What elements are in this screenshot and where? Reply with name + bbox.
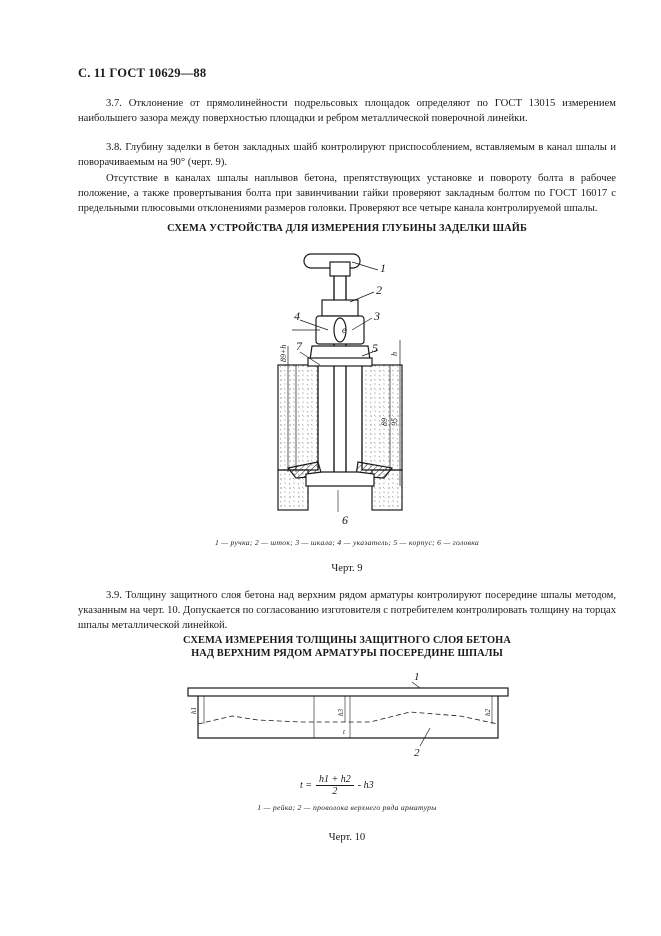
figure9-legend: 1 — ручка; 2 — шток; 3 — шкала; 4 — указатель; 5 — корпус; 6 — головка: [214, 538, 480, 547]
paragraph-3-8: 3.8. Глубину заделки в бетон закладных шайб контролируют приспособлением, вставляемым в канал шпалы и поворачиваемым на 90° (черт. 9).: [78, 142, 616, 169]
fig9-dim-95: 95: [390, 418, 399, 426]
fig10-label-h1: h1: [190, 707, 198, 714]
sleeper-outline: [198, 696, 498, 738]
paragraph-3-7: 3.7. Отклонение от прямолинейности подрельсовых площадок определяют по ГОСТ 13015 измерением наибольшего зазора между поверхностью площадки и ребром металлической поверочной линейки.: [78, 98, 616, 125]
fig9-label-e: e: [342, 325, 346, 335]
fig9-label-3: 3: [374, 309, 380, 323]
fig9-label-1: 1: [380, 261, 386, 275]
rail-1: [188, 688, 508, 696]
fig9-label-6: 6: [342, 513, 348, 527]
figure10-formula: [300, 774, 374, 797]
figure10-caption: Черт. 10: [328, 832, 366, 843]
fig9-label-5: 5: [372, 341, 378, 355]
fig10-label-1: 1: [414, 671, 420, 683]
figure10-title-line2: НАД ВЕРХНИМ РЯДОМ АРМАТУРЫ ПОСЕРЕДИНЕ ШПАЛЫ: [191, 648, 503, 659]
figure10-legend: 1 — рейка; 2 — проволока верхнего ряда арматуры: [257, 803, 437, 812]
fig9-dim-left: 89+h: [279, 344, 288, 362]
fig10-label-h3: h3: [337, 709, 345, 716]
formula-tail: - h3: [357, 780, 374, 791]
figure9-title: СХЕМА УСТРОЙСТВА ДЛЯ ИЗМЕРЕНИЯ ГЛУБИНЫ ЗАДЕЛКИ ШАЙБ: [167, 223, 527, 234]
fig10-label-h2: h2: [484, 709, 492, 716]
paragraph-channels: Отсутствие в каналах шпалы наплывов бетона, препятствующих установке и повороту болта в рабочее положение, а также провертывания болта при завинчивании гайки проверяют закладным болтом по ГОСТ 16017 с предельными плюсовыми отклонениями размеров головки. Проверяют все четыре канала контролируемой шпалы.: [78, 173, 616, 215]
rebar-wire-2: [198, 712, 498, 724]
fig10-label-t: t: [343, 728, 345, 736]
fig9-dim-89: 89: [380, 418, 389, 426]
formula-numerator: h1 + h2: [316, 774, 354, 786]
fig9-label-4: 4: [294, 309, 300, 323]
formula-fraction: [316, 774, 354, 797]
figure9-caption: Черт. 9: [331, 563, 363, 574]
fig9-dim-h: h: [390, 352, 399, 356]
figure10-sketch: [188, 682, 508, 746]
formula-denominator: 2: [332, 786, 338, 797]
fig10-label-2: 2: [414, 747, 420, 759]
formula-lhs: t =: [300, 780, 313, 791]
fig9-label-7: 7: [296, 339, 302, 353]
paragraph-3-9: 3.9. Толщину защитного слоя бетона над верхним рядом арматуры контролируют посередине шпалы методом, указанным на черт. 10. Допускается по согласованию изготовителя с потребителем контролировать толщину на торцах шпалы металлической линейкой.: [78, 590, 616, 632]
fig9-label-2: 2: [376, 283, 382, 297]
page-header: С. 11 ГОСТ 10629—88: [78, 66, 207, 80]
figure10-title-line1: СХЕМА ИЗМЕРЕНИЯ ТОЛЩИНЫ ЗАЩИТНОГО СЛОЯ БЕТОНА: [183, 635, 511, 646]
